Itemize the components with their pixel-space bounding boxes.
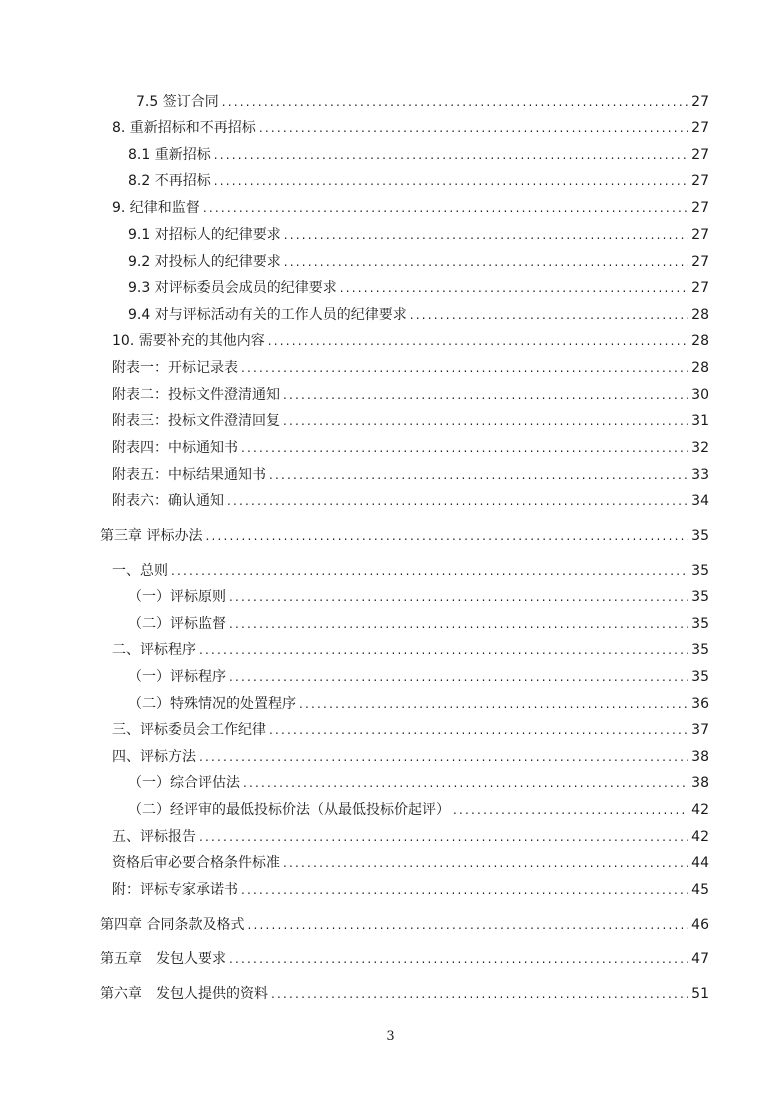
toc-entry[interactable] [112, 412, 709, 430]
dot-leader [283, 854, 688, 872]
toc-entry-page: 27 [691, 227, 709, 243]
toc-entry[interactable] [128, 695, 709, 713]
toc-entry[interactable] [128, 172, 709, 190]
toc-entry-title: 第五章 发包人要求 [100, 951, 226, 967]
toc-entry-page: 47 [691, 951, 709, 967]
toc-entry-title: 附表二：投标文件澄清通知 [112, 387, 280, 403]
toc-entry-page: 27 [691, 147, 709, 163]
toc-entry-title: 附：评标专家承诺书 [112, 882, 238, 898]
toc-entry-page: 38 [691, 775, 709, 791]
toc-entry-title: 8. 重新招标和不再招标 [112, 120, 256, 136]
toc-entry-page: 33 [691, 467, 709, 483]
toc-entry-title: 9.4 对与评标活动有关的工作人员的纪律要求 [128, 307, 407, 323]
toc-entry-page: 45 [691, 882, 709, 898]
toc-entry-page: 28 [691, 333, 709, 349]
toc-entry[interactable] [112, 359, 709, 377]
toc-entry-title: （一）评标原则 [128, 589, 226, 605]
toc-entry-page: 27 [691, 94, 709, 110]
dot-leader [259, 119, 688, 137]
toc-entry[interactable] [112, 332, 709, 350]
toc-entry-title: 一、总则 [112, 563, 168, 579]
toc-entry[interactable] [112, 721, 709, 739]
toc-entry[interactable] [112, 828, 709, 846]
toc-entry-page: 34 [691, 493, 709, 509]
toc-entry[interactable] [112, 492, 709, 510]
toc-entry-page: 28 [691, 307, 709, 323]
toc-entry-title: 9.1 对招标人的纪律要求 [128, 227, 281, 243]
toc-entry-title: 7.5 签订合同 [136, 94, 219, 110]
toc-entry[interactable] [128, 306, 709, 324]
toc-entry-title: 附表三：投标文件澄清回复 [112, 413, 280, 429]
toc-entry-page: 32 [691, 440, 709, 456]
dot-leader [203, 199, 688, 217]
toc-entry-page: 35 [691, 528, 709, 544]
toc-entry-page: 42 [691, 802, 709, 818]
toc-entry-page: 27 [691, 254, 709, 270]
toc-entry-page: 27 [691, 120, 709, 136]
dot-leader [284, 253, 688, 271]
toc-entry[interactable] [112, 466, 709, 484]
toc-entry[interactable] [112, 881, 709, 899]
page-number: 3 [386, 1029, 395, 1044]
toc-entry-title: （二）评标监督 [128, 616, 226, 632]
toc-entry[interactable] [128, 146, 709, 164]
toc-entry[interactable] [128, 615, 709, 633]
toc-entry-title: 附表四：中标通知书 [112, 440, 238, 456]
dot-leader [410, 306, 688, 324]
dot-leader [214, 146, 688, 164]
toc-entry-title: 四、评标方法 [112, 749, 196, 765]
toc-entry-title: 五、评标报告 [112, 829, 196, 845]
toc-entry-title: 附表六：确认通知 [112, 493, 224, 509]
toc-entry[interactable] [112, 562, 709, 580]
toc-entry-page: 38 [691, 749, 709, 765]
dot-leader [243, 774, 688, 792]
toc-entry-page: 42 [691, 829, 709, 845]
dot-leader [229, 615, 688, 633]
toc-entry-title: 8.2 不再招标 [128, 173, 211, 189]
toc-entry-page: 35 [691, 563, 709, 579]
toc-entry-page: 35 [691, 616, 709, 632]
toc-entry-title: 第四章 合同条款及格式 [100, 917, 245, 933]
toc-entry-title: 三、评标委员会工作纪律 [112, 722, 266, 738]
dot-leader [227, 492, 688, 510]
toc-entry-page: 27 [691, 280, 709, 296]
dot-leader [241, 881, 688, 899]
dot-leader [241, 439, 688, 457]
toc-entry-page: 27 [691, 200, 709, 216]
toc-entry-page: 31 [691, 413, 709, 429]
toc-entry-title: （二）特殊情况的处置程序 [128, 696, 296, 712]
toc-entry-title: 资格后审必要合格条件标准 [112, 855, 280, 871]
toc-entry-page: 27 [691, 173, 709, 189]
toc-entry[interactable] [128, 226, 709, 244]
dot-leader [241, 359, 688, 377]
dot-leader [269, 466, 688, 484]
toc-entry-title: 第六章 发包人提供的资料 [100, 986, 268, 1002]
dot-leader [205, 527, 688, 545]
toc-entry[interactable] [112, 439, 709, 457]
dot-leader [199, 641, 688, 659]
dot-leader [229, 950, 688, 968]
toc-entry[interactable] [128, 279, 709, 297]
toc-entry-title: 附表一：开标记录表 [112, 360, 238, 376]
toc-chapter[interactable] [100, 985, 709, 1003]
toc-entry[interactable] [112, 641, 709, 659]
toc-entry[interactable] [136, 93, 709, 111]
dot-leader [284, 226, 688, 244]
toc-entry-page: 35 [691, 642, 709, 658]
toc-entry-title: 附表五：中标结果通知书 [112, 467, 266, 483]
toc-entry-title: 9.3 对评标委员会成员的纪律要求 [128, 280, 337, 296]
toc-entry-title: （二）经评审的最低投标价法（从最低投标价起评） [128, 802, 450, 818]
toc-entry-page: 37 [691, 722, 709, 738]
dot-leader [229, 588, 688, 606]
toc-entry[interactable] [112, 854, 709, 872]
dot-leader [283, 412, 688, 430]
toc-entry-title: 第三章 评标办法 [100, 528, 203, 544]
toc-entry-page: 28 [691, 360, 709, 376]
toc-entry-title: 二、评标程序 [112, 642, 196, 658]
toc-entry-page: 44 [691, 855, 709, 871]
dot-leader [199, 828, 688, 846]
dot-leader [271, 985, 688, 1003]
toc-entry[interactable] [128, 668, 709, 686]
dot-leader [229, 668, 688, 686]
toc-entry[interactable] [128, 801, 709, 819]
toc-entry-page: 36 [691, 696, 709, 712]
dot-leader [283, 386, 688, 404]
dot-leader [199, 748, 688, 766]
toc-entry-page: 46 [691, 917, 709, 933]
dot-leader [299, 695, 688, 713]
dot-leader [222, 93, 688, 111]
toc-entry[interactable] [128, 588, 709, 606]
dot-leader [214, 172, 688, 190]
toc-chapter[interactable] [100, 527, 709, 545]
toc-entry[interactable] [112, 199, 709, 217]
toc-entry[interactable] [112, 748, 709, 766]
toc-entry-title: （一）综合评估法 [128, 775, 240, 791]
dot-leader [171, 562, 688, 580]
toc-entry-title: （一）评标程序 [128, 669, 226, 685]
dot-leader [268, 332, 688, 350]
dot-leader [340, 279, 688, 297]
toc-entry-page: 35 [691, 589, 709, 605]
toc-entry-title: 10. 需要补充的其他内容 [112, 333, 265, 349]
toc-entry-page: 30 [691, 387, 709, 403]
dot-leader [247, 916, 688, 934]
toc-entry[interactable] [128, 253, 709, 271]
toc-entry-title: 8.1 重新招标 [128, 147, 211, 163]
toc-entry-title: 9. 纪律和监督 [112, 200, 200, 216]
toc-entry[interactable] [112, 386, 709, 404]
dot-leader [269, 721, 688, 739]
toc-entry-page: 51 [691, 986, 709, 1002]
toc-entry[interactable] [112, 119, 709, 137]
toc-chapter[interactable] [100, 950, 709, 968]
toc-entry[interactable] [128, 774, 709, 792]
toc-chapter[interactable] [100, 916, 709, 934]
dot-leader [453, 801, 688, 819]
toc-entry-page: 35 [691, 669, 709, 685]
toc-entry-title: 9.2 对投标人的纪律要求 [128, 254, 281, 270]
